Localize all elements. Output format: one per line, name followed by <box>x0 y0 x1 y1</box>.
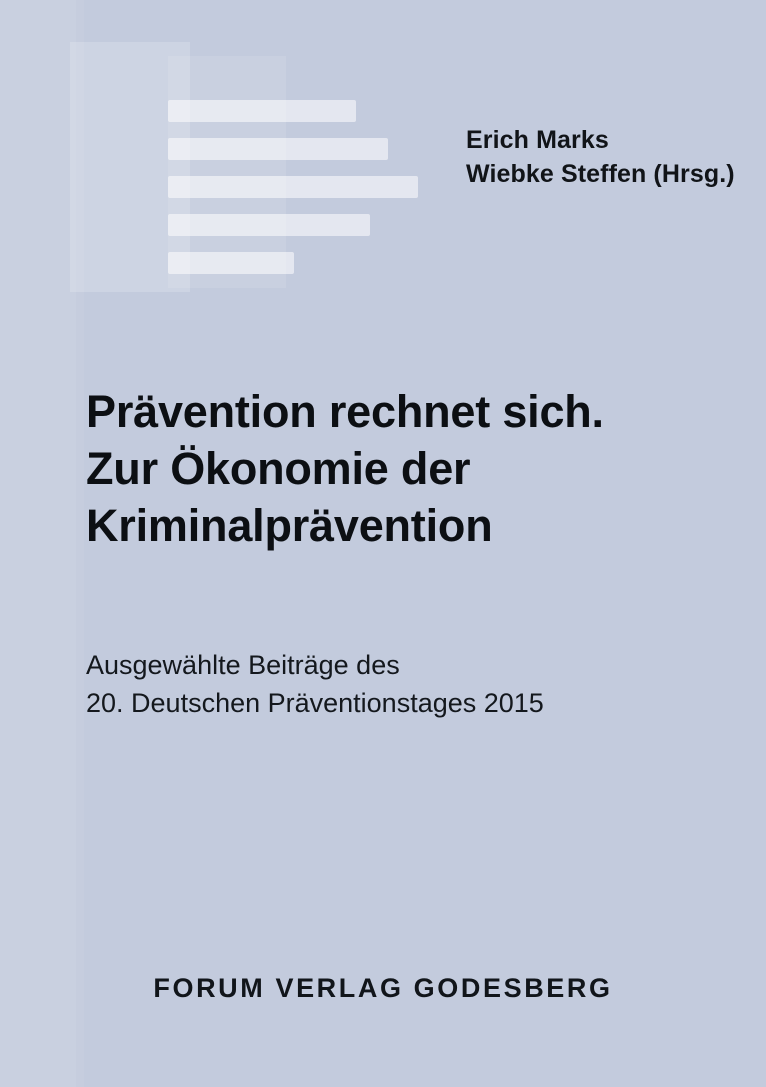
title-line-2: Zur Ökonomie der <box>86 443 471 495</box>
document-motif-graphic <box>60 42 430 297</box>
subtitle-line-2: 20. Deutschen Präventionstages 2015 <box>86 688 544 719</box>
motif-bar-5 <box>168 252 294 274</box>
motif-bar-3 <box>168 176 418 198</box>
editors-block <box>466 124 736 191</box>
motif-bar-2 <box>168 138 388 160</box>
title-line-3: Kriminalprävention <box>86 500 493 552</box>
book-subtitle <box>86 646 726 723</box>
editor-name-1: Erich Marks <box>466 126 609 154</box>
motif-bar-4 <box>168 214 370 236</box>
editor-name-2: Wiebke Steffen (Hrsg.) <box>466 159 735 188</box>
motif-bar-1 <box>168 100 356 122</box>
subtitle-line-1: Ausgewählte Beiträge des <box>86 650 400 680</box>
book-title <box>86 383 726 554</box>
publisher-name: FORUM VERLAG GODESBERG <box>153 973 613 1003</box>
title-line-1: Prävention rechnet sich. <box>86 386 604 437</box>
